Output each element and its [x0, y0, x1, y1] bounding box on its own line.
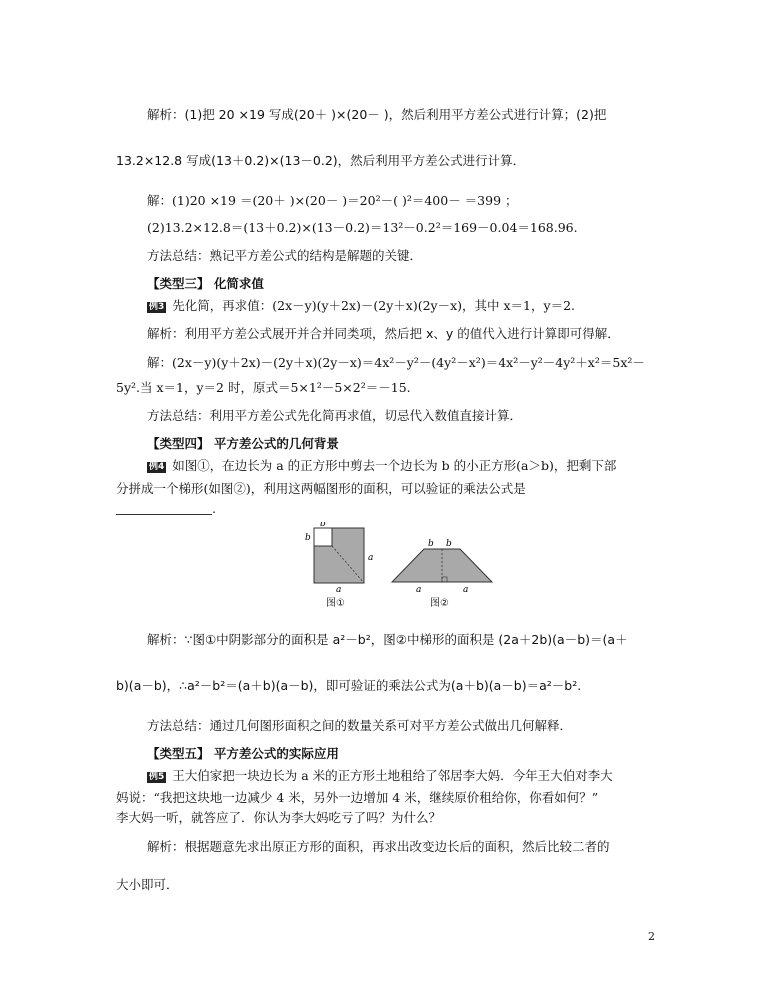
example-5-line-2: 妈说：“我把这块地一边减少 4 米，另外一边增加 4 米，继续原价租给你，你看如何？”	[116, 790, 599, 805]
label-b-left-top: b	[428, 539, 434, 549]
figure-2-caption: 图②	[430, 598, 449, 609]
method-summary-1: 方法总结：熟记平方差公式的结构是解题的关键．	[147, 248, 423, 263]
example-3	[147, 298, 575, 314]
method-summary-4: 方法总结：通过几何图形面积之间的数量关系可对平方差公式做出几何解释．	[147, 718, 573, 733]
example-5-line-3: 李大妈一听，就答应了．你认为李大妈吃亏了吗？为什么？	[116, 810, 442, 825]
analysis-4-line-1: 解析：∵图①中阴影部分的面积是 a²－b²，图②中梯形的面积是 (2a＋2b)(a－b)＝(a＋	[147, 632, 628, 647]
example-5-line-1	[147, 768, 613, 784]
example-badge: 例5	[149, 772, 165, 782]
example-5-text: 王大伯家把一块边长为 a 米的正方形土地租给了邻居李大妈．今年王大伯对李大	[172, 768, 613, 783]
analysis-line-1: 解析：(1)把 20 ×19 写成(20＋ )×(20－ )，然后利用平方差公式进行计算；(2)把	[147, 107, 607, 122]
example-4-line-2: 分拼成一个梯形(如图②)，利用这两幅图形的面积，可以验证的乘法公式是	[116, 481, 526, 496]
label-b-left: b	[305, 533, 311, 543]
answer-blank-line	[116, 501, 216, 517]
analysis-4-line-2: b)(a－b)，∴a²－b²＝(a＋b)(a－b)，即可验证的乘法公式为(a＋b)(a－b)＝a²－b².	[116, 678, 582, 693]
label-a-right-bottom: a	[463, 585, 469, 595]
answer-blank	[116, 502, 212, 515]
solution-line-2: (2)13.2×12.8＝(13＋0.2)×(13－0.2)＝13²－0.2²＝169－0.04＝168.96.	[147, 220, 578, 235]
example-3-text: 先化简，再求值：(2x－y)(y＋2x)－(2y＋x)(2y－x)，其中 x＝1，y＝2.	[172, 298, 576, 313]
example-badge: 例4	[149, 462, 165, 472]
solution-3-line-2: 5y².当 x＝1，y＝2 时，原式＝5×1²－5×2²＝－15.	[116, 380, 411, 395]
blank-end: .	[212, 501, 216, 516]
label-a-bottom: a	[336, 585, 342, 595]
label-b-top: b	[320, 522, 326, 529]
geometry-figures	[300, 522, 500, 611]
type-5-heading: 【类型五】 平方差公式的实际应用	[147, 746, 339, 761]
figure-2-trapezoid	[392, 539, 492, 595]
analysis-3: 解析：利用平方差公式展开并合并同类项，然后把 x、y 的值代入进行计算即可得解．	[147, 326, 620, 341]
example-4-line-1	[147, 458, 616, 474]
type-3-heading: 【类型三】 化简求值	[147, 276, 264, 291]
page-number: 2	[648, 930, 655, 943]
example-badge: 例3	[149, 302, 165, 312]
analysis-5-line-1: 解析：根据题意先求出原正方形的面积，再求出改变边长后的面积，然后比较二者的	[147, 839, 610, 854]
analysis-5-line-2: 大小即可．	[116, 877, 179, 892]
figure-1-square	[305, 522, 373, 595]
label-a-left-bottom: a	[416, 585, 422, 595]
label-a-right: a	[368, 553, 374, 563]
solution-3-line-1: 解：(2x－y)(y＋2x)－(2y＋x)(2y－x)＝4x²－y²－(4y²－x²)＝4x²－y²－4y²＋x²＝5x²－	[147, 355, 645, 370]
solution-line-1: 解：(1)20 ×19 ＝(20＋ )×(20－ )＝20²－( )²＝400－ ＝399 ；	[147, 193, 518, 208]
type-4-heading: 【类型四】 平方差公式的几何背景	[147, 436, 339, 451]
analysis-line-2: 13.2×12.8 写成(13＋0.2)×(13－0.2)，然后利用平方差公式进行计算．	[116, 153, 526, 168]
example-4-text: 如图①，在边长为 a 的正方形中剪去一个边长为 b 的小正方形(a＞b)，把剩下部	[172, 458, 617, 473]
label-b-right-top: b	[446, 539, 452, 549]
method-summary-3: 方法总结：利用平方差公式先化简再求值，切忌代入数值直接计算．	[147, 408, 523, 423]
figure-1-caption: 图①	[326, 598, 345, 609]
